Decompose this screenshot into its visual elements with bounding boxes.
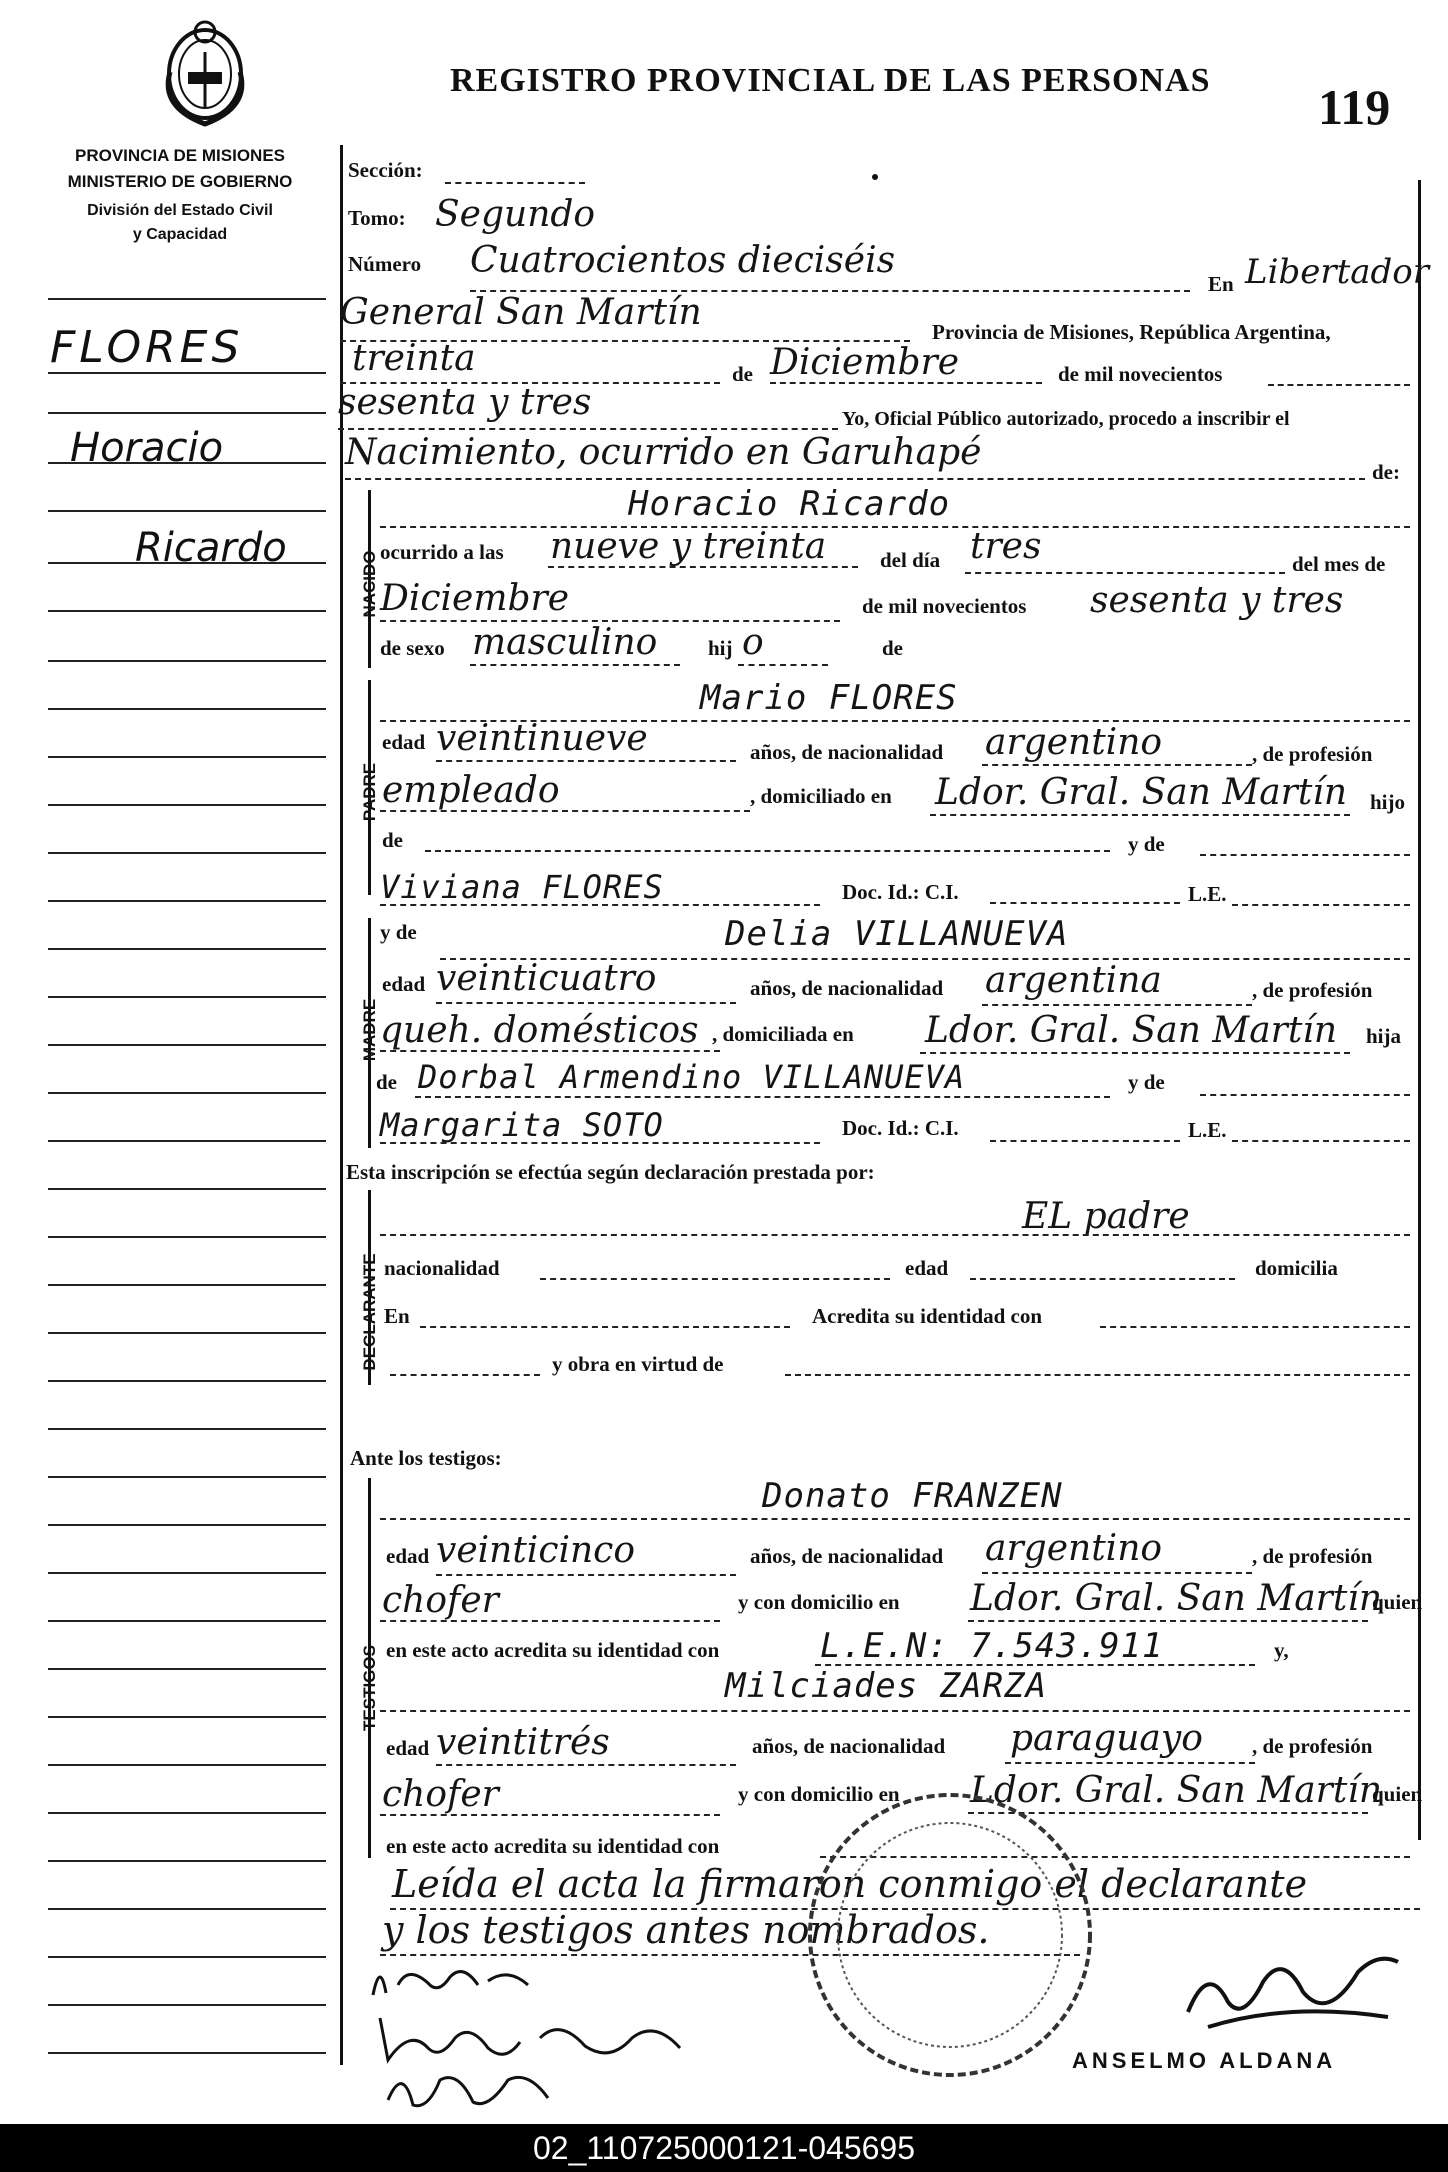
org-line-3: División del Estado Civil bbox=[87, 202, 273, 219]
value-nacido-nombre: Horacio Ricardo bbox=[628, 484, 951, 524]
label-del-dia: del día bbox=[880, 548, 941, 572]
label-sexo: de sexo bbox=[380, 636, 445, 660]
label-de-mil-nov: de mil novecientos bbox=[862, 594, 1027, 618]
value-declarante: EL padre bbox=[1022, 1196, 1190, 1237]
value-t1-doc: L.E.N: 7.543.911 bbox=[820, 1626, 1164, 1666]
value-padre-edad: veintinueve bbox=[436, 718, 648, 759]
label-madre-doc: Doc. Id.: C.I. bbox=[842, 1116, 959, 1140]
label-de-mil: de mil novecientos bbox=[1058, 362, 1223, 386]
label-oficial: Yo, Oficial Público autorizado, procedo a inscribir el bbox=[842, 408, 1290, 430]
label-dec-nacionalidad: nacionalidad bbox=[384, 1256, 500, 1280]
value-t2-dom: Ldor. Gral. San Martín bbox=[970, 1770, 1383, 1811]
ink-dot bbox=[872, 174, 878, 180]
left-frame-line bbox=[340, 145, 343, 2065]
label-t2-prof: , de profesión bbox=[1252, 1734, 1373, 1758]
value-madre-prof: queh. domésticos bbox=[380, 1010, 699, 1051]
label-t1-dom: y con domicilio en bbox=[738, 1590, 900, 1614]
value-anio: sesenta y tres bbox=[338, 382, 592, 423]
label-padre-hijo: hijo bbox=[1370, 790, 1406, 814]
margin-surname: FLORES bbox=[50, 322, 244, 373]
value-dia: treinta bbox=[352, 338, 476, 379]
value-acta: Nacimiento, ocurrido en Garuhapé bbox=[345, 432, 982, 473]
label-padre-dom: , domiciliado en bbox=[750, 784, 892, 808]
label-madre-de: de bbox=[376, 1070, 397, 1094]
section-testigos: TESTIGOS bbox=[360, 1645, 379, 1731]
section-declarante: DECLARANTE bbox=[360, 1253, 379, 1371]
signature-testigo-2 bbox=[378, 2060, 578, 2116]
value-dia-nac: tres bbox=[970, 526, 1042, 567]
label-t2-edad: edad bbox=[386, 1736, 430, 1760]
section-padre: PADRE bbox=[360, 762, 379, 822]
label-padre-doc: Doc. Id.: C.I. bbox=[842, 880, 959, 904]
label-t2-acredita: en este acto acredita su identidad con bbox=[386, 1834, 720, 1858]
official-name-stamp: ANSELMO ALDANA bbox=[1072, 2048, 1337, 2073]
label-dec-obra: y obra en virtud de bbox=[552, 1352, 724, 1376]
signature-declarante bbox=[368, 1955, 588, 2005]
signature-oficial bbox=[1168, 1942, 1408, 2042]
label-madre-anos: años, de nacionalidad bbox=[750, 976, 944, 1000]
label-t1-y: y, bbox=[1274, 1638, 1289, 1662]
section-nacido: NACIDO bbox=[360, 550, 379, 618]
value-t1-prof: chofer bbox=[382, 1580, 499, 1621]
value-hora: nueve y treinta bbox=[550, 526, 827, 567]
label-padre-prof: , de profesión bbox=[1252, 742, 1373, 766]
value-madre-madre: Margarita SOTO bbox=[380, 1106, 664, 1144]
label-seccion: Sección: bbox=[348, 158, 423, 182]
org-line-2: MINISTERIO DE GOBIERNO bbox=[67, 172, 293, 191]
value-mes-nac: Diciembre bbox=[380, 578, 570, 619]
value-lugar: Libertador bbox=[1245, 252, 1430, 292]
label-ante-testigos: Ante los testigos: bbox=[350, 1446, 502, 1470]
label-madre-edad: edad bbox=[382, 972, 426, 996]
page-number: 119 bbox=[1318, 79, 1391, 135]
label-tomo: Tomo: bbox=[348, 206, 406, 230]
coat-of-arms-emblem bbox=[150, 12, 260, 132]
label-padre-y-de: y de bbox=[1128, 832, 1165, 856]
label-t1-quien: quien bbox=[1372, 1590, 1423, 1614]
value-t2-prof: chofer bbox=[382, 1774, 499, 1815]
value-padre-prof: empleado bbox=[382, 770, 560, 811]
label-de-nacido: de bbox=[882, 636, 903, 660]
label-padre-edad: edad bbox=[382, 730, 426, 754]
label-madre-hija: hija bbox=[1366, 1024, 1402, 1048]
label-madre-dom: , domiciliada en bbox=[712, 1022, 854, 1046]
value-madre-padre: Dorbal Armendino VILLANUEVA bbox=[418, 1058, 966, 1096]
value-madre-nombre: Delia VILLANUEVA bbox=[725, 914, 1069, 954]
label-dec-acredita: Acredita su identidad con bbox=[812, 1304, 1043, 1328]
value-t2-nombre: Milciades ZARZA bbox=[725, 1666, 1048, 1706]
value-t2-edad: veintitrés bbox=[436, 1722, 610, 1763]
value-t1-edad: veinticinco bbox=[436, 1530, 636, 1571]
value-padre-madre: Viviana FLORES bbox=[380, 868, 664, 906]
value-anio-nac: sesenta y tres bbox=[1090, 580, 1344, 621]
document-id-footer: 02_110725000121-045695 bbox=[0, 2124, 1448, 2172]
label-madre-y-de-2: y de bbox=[1128, 1070, 1165, 1094]
label-madre-prof: , de profesión bbox=[1252, 978, 1373, 1002]
closing-text-line-1: Leída el acta la firmaron conmigo el declarante bbox=[392, 1862, 1308, 1906]
value-hijo-suffix: o bbox=[742, 622, 764, 663]
value-madre-nac: argentina bbox=[985, 960, 1162, 1001]
margin-second-name: Ricardo bbox=[135, 525, 287, 571]
label-t2-anos: años, de nacionalidad bbox=[752, 1734, 946, 1758]
document-title: REGISTRO PROVINCIAL DE LAS PERSONAS bbox=[450, 62, 1211, 99]
label-t2-quien: quien bbox=[1372, 1782, 1423, 1806]
label-t1-acredita: en este acto acredita su identidad con bbox=[386, 1638, 720, 1662]
label-del-mes: del mes de bbox=[1292, 552, 1386, 576]
label-t1-anos: años, de nacionalidad bbox=[750, 1544, 944, 1568]
official-seal-stamp bbox=[790, 1785, 1110, 2085]
value-madre-dom: Ldor. Gral. San Martín bbox=[925, 1010, 1338, 1051]
value-t1-dom: Ldor. Gral. San Martín bbox=[970, 1578, 1383, 1619]
label-hij: hij bbox=[708, 636, 733, 660]
label-dec-edad: edad bbox=[905, 1256, 949, 1280]
label-provincia: Provincia de Misiones, República Argentina, bbox=[932, 320, 1331, 344]
org-line-1: PROVINCIA DE MISIONES bbox=[74, 146, 285, 165]
value-lugar-2: General San Martín bbox=[340, 292, 702, 333]
label-padre-le: L.E. bbox=[1188, 882, 1227, 906]
label-numero: Número bbox=[348, 252, 422, 276]
label-t1-edad: edad bbox=[386, 1544, 430, 1568]
value-padre-nac: argentino bbox=[985, 722, 1163, 763]
label-dec-domicilia: domicilia bbox=[1255, 1256, 1338, 1280]
label-inscripcion: Esta inscripción se efectúa según declaración prestada por: bbox=[346, 1160, 875, 1184]
value-sexo: masculino bbox=[472, 622, 658, 663]
label-de-mes: de bbox=[732, 362, 753, 386]
label-dec-en: En bbox=[384, 1304, 410, 1328]
label-madre-y-de: y de bbox=[380, 920, 417, 944]
value-madre-edad: veinticuatro bbox=[436, 958, 657, 999]
label-t2-dom: y con domicilio en bbox=[738, 1782, 900, 1806]
label-t1-prof: , de profesión bbox=[1252, 1544, 1373, 1568]
margin-first-name: Horacio bbox=[70, 425, 224, 471]
label-en: En bbox=[1208, 272, 1234, 296]
label-ocurrido: ocurrido a las bbox=[380, 540, 504, 564]
closing-text-line-2: y los testigos antes nombrados. bbox=[382, 1908, 990, 1952]
value-padre-dom: Ldor. Gral. San Martín bbox=[935, 772, 1348, 813]
value-t2-nac: paraguayo bbox=[1010, 1718, 1203, 1759]
value-t1-nac: argentino bbox=[985, 1528, 1163, 1569]
value-padre-nombre: Mario FLORES bbox=[700, 678, 958, 718]
value-tomo: Segundo bbox=[435, 194, 596, 235]
label-padre-de: de bbox=[382, 828, 403, 852]
value-mes: Diciembre bbox=[770, 342, 960, 383]
section-madre: MADRE bbox=[360, 998, 379, 1062]
label-de-colon: de: bbox=[1372, 460, 1400, 484]
label-madre-le: L.E. bbox=[1188, 1118, 1227, 1142]
label-padre-anos: años, de nacionalidad bbox=[750, 740, 944, 764]
signature-testigo-1 bbox=[370, 2008, 710, 2068]
value-t1-nombre: Donato FRANZEN bbox=[762, 1476, 1063, 1516]
org-line-4: y Capacidad bbox=[132, 226, 228, 243]
value-numero: Cuatrocientos dieciséis bbox=[470, 240, 896, 281]
